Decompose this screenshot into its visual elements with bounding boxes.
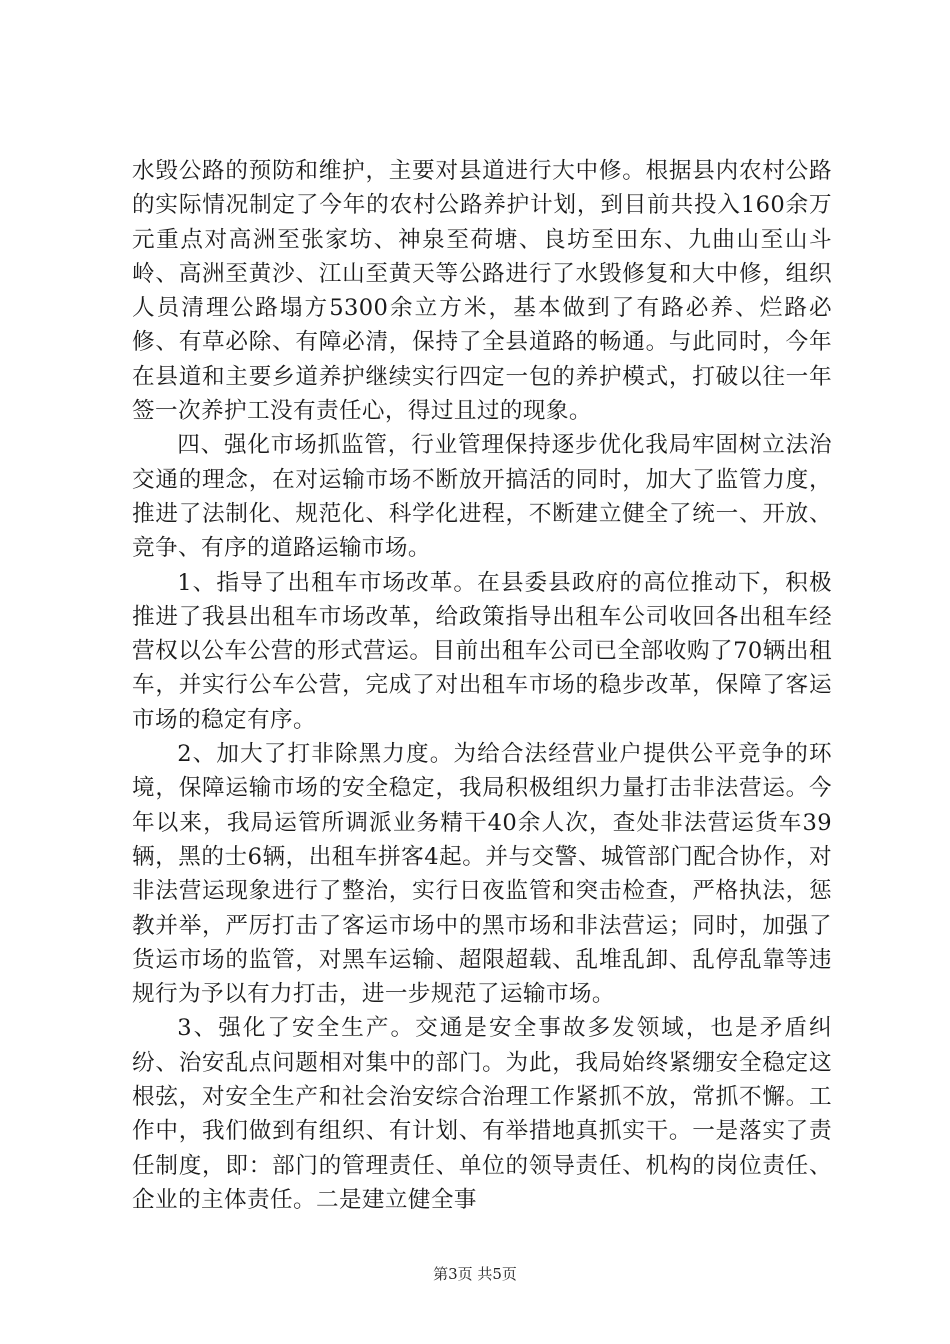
paragraph-item-1-taxi-reform: 1、指导了出租车市场改革。在县委县政府的高位推动下，积极推进了我县出租车市场改革，给政策指导出租车公司收回各出租车经营权以公车公营的形式营运。目前出租车公司已全部收购了70辆出租车，并实行公车公营，完成了对出租车市场的稳步改革，保障了客运市场的稳定有序。 — [132, 569, 832, 733]
page-footer — [0, 1264, 950, 1284]
paragraph-water-damage-maintenance: 水毁公路的预防和维护，主要对县道进行大中修。根据县内农村公路的实际情况制定了今年的农村公路养护计划，到目前共投入160余万元重点对高洲至张家坊、神泉至荷塘、良坊至田东、九曲山至山斗岭、高洲至黄沙、江山至黄天等公路进行了水毁修复和大中修，组织人员清理公路塌方5300余立方米，基本做到了有路必养、烂路必修、有草必除、有障必清，保持了全县道路的畅通。与此同时，今年在县道和主要乡道养护继续实行四定一包的养护模式，打破以往一年签一次养护工没有责任心，得过且过的现象。 — [132, 158, 832, 425]
paragraph-item-2-illegal-operation: 2、加大了打非除黑力度。为给合法经营业户提供公平竞争的环境，保障运输市场的安全稳定，我局积极组织力量打击非法营运。今年以来，我局运管所调派业务精干40余人次，查处非法营运货车39辆，黑的士6辆，出租车拼客4起。并与交警、城管部门配合协作，对非法营运现象进行了整治，实行日夜监管和突击检查，严格执法，惩教并举，严厉打击了客运市场中的黑市场和非法营运；同时，加强了货运市场的监管，对黑车运输、超限超载、乱堆乱卸、乱停乱靠等违规行为予以有力打击，进一步规范了运输市场。 — [132, 741, 832, 1008]
document-body — [132, 154, 832, 1217]
page-number-label: 第3页 共5页 — [433, 1265, 517, 1283]
paragraph-item-3-safety-production: 3、强化了安全生产。交通是安全事故多发领域，也是矛盾纠纷、治安乱点问题相对集中的部门。为此，我局始终紧绷安全稳定这根弦，对安全生产和社会治安综合治理工作紧抓不放，常抓不懈。工作中，我们做到有组织、有计划、有举措地真抓实干。一是落实了责任制度，即：部门的管理责任、单位的领导责任、机构的岗位责任、企业的主体责任。二是建立健全事 — [132, 1015, 832, 1213]
paragraph-section-four-market-supervision: 四、强化市场抓监管，行业管理保持逐步优化我局牢固树立法治交通的理念，在对运输市场不断放开搞活的同时，加大了监管力度，推进了法制化、规范化、科学化进程，不断建立健全了统一、开放、竞争、有序的道路运输市场。 — [132, 432, 832, 562]
